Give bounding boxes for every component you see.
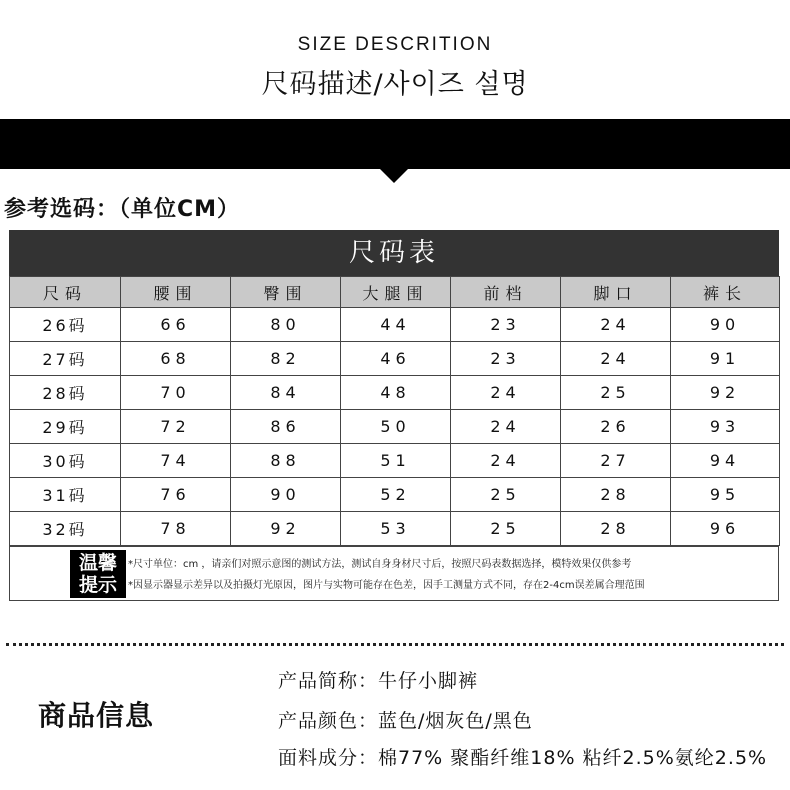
tips-badge [70, 550, 126, 598]
banner-notch [380, 169, 408, 183]
size-chart-title: 尺码表 [9, 230, 779, 276]
table-cell: 76 [121, 478, 231, 512]
black-banner [0, 119, 790, 169]
table-row [10, 308, 780, 342]
table-cell: 27 [561, 444, 671, 478]
table-cell: 25 [451, 478, 561, 512]
table-cell: 25 [451, 512, 561, 546]
table-cell: 48 [341, 376, 451, 410]
table-cell: 46 [341, 342, 451, 376]
title-english: SIZE DESCRITION [297, 34, 493, 55]
column-header: 前档 [451, 277, 561, 308]
table-cell: 51 [341, 444, 451, 478]
product-name-line: 产品简称：牛仔小脚裤 [278, 670, 479, 692]
table-cell: 24 [451, 444, 561, 478]
product-fabric-line: 面料成分：棉77% 聚酯纤维18% 粘纤2.5%氨纶2.5% [278, 747, 768, 769]
table-cell: 27码 [10, 342, 121, 376]
table-cell: 92 [671, 376, 780, 410]
table-cell: 52 [341, 478, 451, 512]
column-header: 大腿围 [341, 277, 451, 308]
table-cell: 24 [451, 376, 561, 410]
table-cell: 92 [231, 512, 341, 546]
table-cell: 94 [671, 444, 780, 478]
table-cell: 91 [671, 342, 780, 376]
table-cell: 88 [231, 444, 341, 478]
table-row [10, 444, 780, 478]
table-cell: 24 [451, 410, 561, 444]
tips-badge-line2: 提示 [78, 574, 117, 596]
table-cell: 70 [121, 376, 231, 410]
tips-box [9, 546, 779, 601]
table-cell: 86 [231, 410, 341, 444]
table-cell: 68 [121, 342, 231, 376]
table-cell: 26码 [10, 308, 121, 342]
table-cell: 90 [231, 478, 341, 512]
column-header: 尺码 [10, 277, 121, 308]
table-row [10, 512, 780, 546]
table-cell: 23 [451, 308, 561, 342]
tips-badge-line1: 温馨 [78, 552, 117, 574]
product-info-title: 商品信息 [38, 699, 155, 732]
product-color-line: 产品颜色：蓝色/烟灰色/黑色 [278, 710, 533, 732]
column-header: 脚口 [561, 277, 671, 308]
table-cell: 28 [561, 478, 671, 512]
table-cell: 26 [561, 410, 671, 444]
table-cell: 53 [341, 512, 451, 546]
table-cell: 23 [451, 342, 561, 376]
table-cell: 93 [671, 410, 780, 444]
table-cell: 50 [341, 410, 451, 444]
size-table [9, 276, 780, 546]
table-cell: 74 [121, 444, 231, 478]
table-cell: 31码 [10, 478, 121, 512]
table-cell: 66 [121, 308, 231, 342]
table-header-row [10, 277, 780, 308]
table-cell: 82 [231, 342, 341, 376]
table-cell: 28码 [10, 376, 121, 410]
column-header: 腰围 [121, 277, 231, 308]
table-cell: 80 [231, 308, 341, 342]
table-cell: 96 [671, 512, 780, 546]
table-row [10, 342, 780, 376]
table-cell: 24 [561, 342, 671, 376]
table-cell: 44 [341, 308, 451, 342]
table-row [10, 410, 780, 444]
table-cell: 25 [561, 376, 671, 410]
reference-size-label: 参考选码：（单位CM） [4, 197, 241, 222]
table-cell: 32码 [10, 512, 121, 546]
dotted-divider [6, 643, 784, 646]
column-header: 裤长 [671, 277, 780, 308]
table-cell: 29码 [10, 410, 121, 444]
column-header: 臀围 [231, 277, 341, 308]
table-row [10, 478, 780, 512]
tip-text-2: *因显示器显示差异以及拍摄灯光原因，图片与实物可能存在色差，因手工测量方式不同，存在2-4cm误差属合理范围 [128, 580, 645, 591]
table-row [10, 376, 780, 410]
table-cell: 95 [671, 478, 780, 512]
table-cell: 30码 [10, 444, 121, 478]
title-chinese-korean: 尺码描述/사이즈 설명 [261, 69, 529, 100]
table-cell: 84 [231, 376, 341, 410]
tip-text-1: *尺寸单位：cm ，请亲们对照示意图的测试方法，测试自身身材尺寸后，按照尺码表数据选择，模特效果仅供参考 [128, 559, 632, 570]
table-cell: 24 [561, 308, 671, 342]
table-cell: 78 [121, 512, 231, 546]
size-chart [9, 230, 779, 601]
table-cell: 72 [121, 410, 231, 444]
table-cell: 90 [671, 308, 780, 342]
table-cell: 28 [561, 512, 671, 546]
